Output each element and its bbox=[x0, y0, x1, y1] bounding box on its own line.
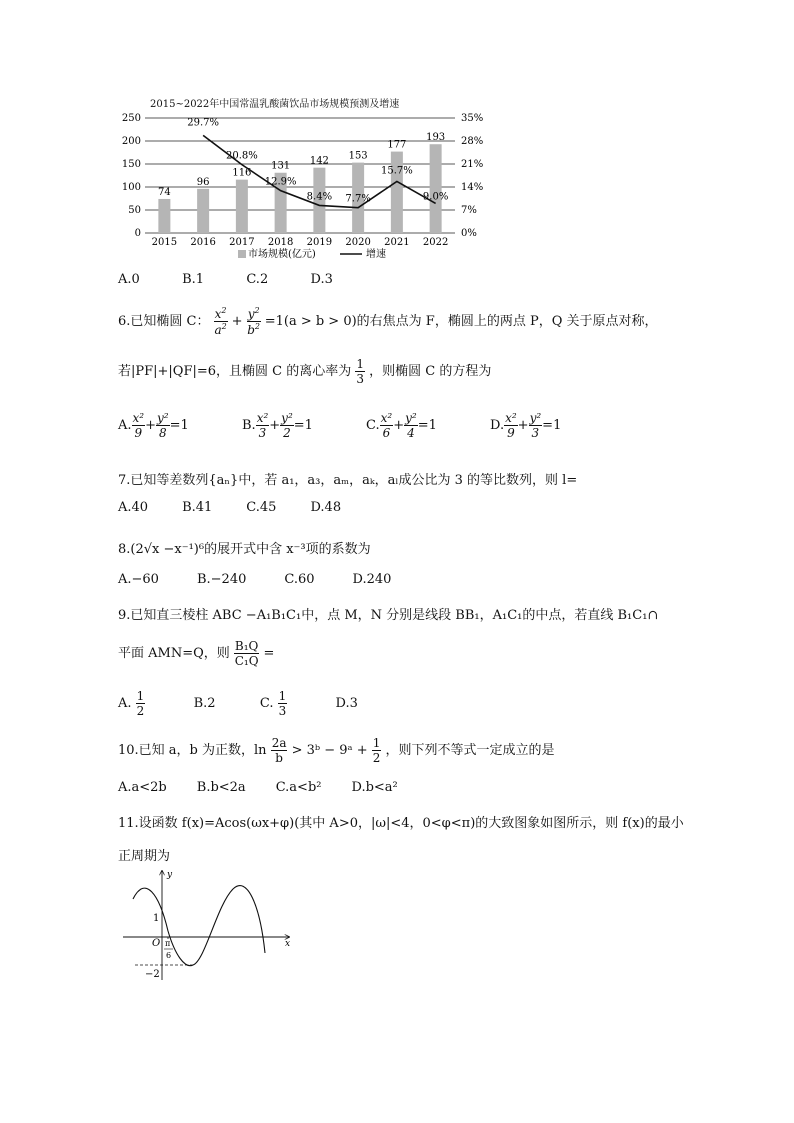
q5-option-c: C.2 bbox=[246, 272, 269, 287]
growth-label: 9.0% bbox=[422, 191, 449, 203]
q9-line1: 9.已知直三棱柱 ABC −A₁B₁C₁中，点 M，N 分别是线段 BB₁，A₁C₁的中点，若直线 B₁C₁∩ bbox=[118, 608, 659, 623]
bar bbox=[197, 189, 209, 233]
y-tick-label: 100 bbox=[121, 182, 141, 193]
y2-tick-label: 14% bbox=[461, 182, 484, 193]
q11-line2: 正周期为 bbox=[118, 849, 171, 864]
pi-label: π bbox=[165, 939, 171, 948]
bar-value-label: 193 bbox=[426, 132, 446, 144]
q5-option-d: D.3 bbox=[310, 272, 333, 287]
q9-line2: 平面 AMN=Q，则 $\frac{\text{B₁Q}}{\text{C₁Q}}$ = bbox=[118, 639, 275, 668]
bar-value-label: 153 bbox=[348, 150, 368, 162]
x-tick-label: 2018 bbox=[267, 237, 294, 248]
bar-value-label: 131 bbox=[271, 160, 291, 172]
legend-bar-label: 市场规模(亿元) bbox=[248, 249, 316, 260]
bar-value-label: 74 bbox=[158, 186, 171, 198]
q7-option-c: C.45 bbox=[246, 500, 277, 515]
six-label: 6 bbox=[166, 951, 172, 960]
growth-label: 29.7% bbox=[187, 117, 220, 129]
q9-option-a: A. bbox=[118, 696, 132, 711]
bar-value-label: 177 bbox=[387, 139, 407, 151]
q6-option-letter: C. bbox=[366, 418, 380, 433]
tick-label-1: 1 bbox=[153, 913, 160, 924]
bar bbox=[158, 199, 170, 233]
y2-tick-label: 7% bbox=[461, 205, 477, 216]
origin-label: O bbox=[152, 938, 161, 949]
q6-frac-y: $\frac{y^2}{b^2}$ bbox=[247, 306, 261, 337]
cosine-graph bbox=[115, 865, 295, 985]
q7-option-a: A.40 bbox=[118, 500, 149, 515]
q9-option-d: D.3 bbox=[335, 696, 358, 711]
q9-option-c: C. bbox=[259, 696, 274, 711]
q10-option-a: A.a<2b bbox=[118, 780, 167, 795]
q6-option-c: C. $\frac{\text{x²}}{6}$ + $\frac{\text{y²}}{4}$ =1 bbox=[366, 411, 437, 440]
q6-prefix: 6.已知椭圆 C： bbox=[118, 314, 210, 329]
tick-label-neg2: −2 bbox=[145, 969, 160, 980]
y-tick-label: 200 bbox=[121, 136, 141, 147]
q10-option-d: D.b<a² bbox=[351, 780, 398, 795]
y2-tick-label: 21% bbox=[461, 159, 484, 170]
x-tick-label: 2021 bbox=[384, 237, 410, 248]
growth-label: 12.9% bbox=[264, 176, 297, 188]
q11-line1: 11.设函数 f(x)=Acos(ωx+φ)(其中 A>0，|ω|<4，0<φ<π)的大致图象如图所示，则 f(x)的最小 bbox=[118, 816, 684, 831]
q7-option-d: D.48 bbox=[310, 500, 342, 515]
bar bbox=[430, 144, 442, 233]
chart-title: 2015~2022年中国常温乳酸菌饮品市场规模预测及增速 bbox=[150, 99, 400, 110]
q6-option-d: D. $\frac{\text{x²}}{9}$ + $\frac{\text{y²}}{3}$ =1 bbox=[490, 411, 562, 440]
growth-label: 20.8% bbox=[225, 150, 258, 162]
q6-option-letter: D. bbox=[490, 418, 505, 433]
legend-bar-swatch bbox=[238, 250, 246, 258]
q6-options bbox=[118, 412, 614, 439]
q10-stem-a: 10.已知 a，b 为正数，ln bbox=[118, 743, 267, 758]
x-tick-label: 2022 bbox=[422, 237, 449, 248]
q8-option-c: C.60 bbox=[284, 572, 315, 587]
q6-line2-b: ，则椭圆 C 的方程为 bbox=[369, 364, 492, 379]
q6-option-letter: A. bbox=[118, 418, 132, 433]
q8-option-a: A.−60 bbox=[118, 572, 159, 587]
q10-option-c: C.a<b² bbox=[275, 780, 322, 795]
legend-line-label: 增速 bbox=[366, 249, 386, 260]
x-tick-label: 2015 bbox=[151, 237, 178, 248]
bar-value-label: 142 bbox=[309, 155, 329, 167]
bar bbox=[391, 152, 403, 233]
q7-stem: 7.已知等差数列{aₙ}中，若 a₁，a₃，aₘ，aₖ，aₗ成公比为 3 的等比数列，则 l= bbox=[118, 473, 578, 488]
x-tick-label: 2017 bbox=[229, 237, 255, 248]
q10-stem: 10.已知 a，b 为正数，ln $\frac{2a}{b}$ > 3ᵇ − 9ᵃ + $\frac{1}{2}$ ，则下列不等式一定成立的是 bbox=[118, 736, 555, 765]
growth-label: 7.7% bbox=[345, 193, 371, 205]
q7-option-b: B.41 bbox=[182, 500, 213, 515]
y-tick-label: 250 bbox=[121, 113, 141, 124]
q6-stem: 6.已知椭圆 C： $\frac{x^2}{a^2}$ + $\frac{y^2}{b^2}$ =1(a > b > 0)的右焦点为 F，椭圆上的两点 P，Q 关于原点对称， bbox=[118, 306, 658, 337]
q10-stem-c: ，则下列不等式一定成立的是 bbox=[385, 743, 555, 758]
q6-eq-tail: =1(a > b > 0)的右焦点为 F，椭圆上的两点 P，Q 关于原点对称， bbox=[264, 314, 658, 329]
x-tick-label: 2016 bbox=[190, 237, 216, 248]
growth-label: 8.4% bbox=[306, 191, 333, 203]
q6-line2-a: 若|PF|+|QF|=6，且椭圆 C 的离心率为 bbox=[118, 364, 352, 379]
q6-eccentricity: $\frac{1}{3}$ bbox=[356, 357, 365, 386]
bar-value-label: 96 bbox=[196, 176, 210, 188]
x-tick-label: 2020 bbox=[345, 237, 371, 248]
y2-tick-label: 28% bbox=[461, 136, 484, 147]
q8-option-d: D.240 bbox=[352, 572, 392, 587]
q5-option-b: B.1 bbox=[182, 272, 205, 287]
bar-value-label: 116 bbox=[232, 167, 252, 179]
q5-option-a: A.0 bbox=[118, 272, 140, 287]
bar bbox=[236, 180, 248, 233]
q6-option-b: B. $\frac{\text{x²}}{3}$ + $\frac{\text{y²}}{2}$ =1 bbox=[242, 411, 313, 440]
q10-options bbox=[118, 780, 398, 795]
q7-options bbox=[118, 500, 341, 515]
q9-option-b: B.2 bbox=[193, 696, 216, 711]
y-tick-label: 150 bbox=[121, 159, 141, 170]
q8-stem: 8.(2√x −x⁻¹)⁶的展开式中含 x⁻³项的系数为 bbox=[118, 542, 371, 557]
q9-options: A. $\frac{1}{2}$ B.2 C. $\frac{1}{3}$ D.3 bbox=[118, 689, 358, 718]
x-tick-label: 2019 bbox=[306, 237, 333, 248]
y2-tick-label: 0% bbox=[461, 228, 477, 239]
q10-stem-b: > 3ᵇ − 9ᵃ + bbox=[291, 743, 368, 758]
q8-option-b: B.−240 bbox=[196, 572, 247, 587]
q5-options bbox=[118, 272, 333, 287]
q6-line2 bbox=[118, 358, 491, 385]
y-label: y bbox=[167, 870, 173, 880]
growth-label: 15.7% bbox=[380, 165, 413, 177]
y-tick-label: 50 bbox=[128, 205, 141, 216]
q8-options bbox=[118, 572, 391, 587]
q9-ratio: $\frac{\text{B₁Q}}{\text{C₁Q}}$ bbox=[234, 639, 259, 668]
q6-frac-x: $\frac{x^2}{a^2}$ bbox=[214, 306, 227, 337]
q6-option-a: A. $\frac{\text{x²}}{9}$ + $\frac{\text{y²}}{8}$ =1 bbox=[118, 411, 189, 440]
cosine-curve bbox=[133, 886, 265, 966]
x-label: x bbox=[285, 939, 291, 949]
q6-option-letter: B. bbox=[242, 418, 256, 433]
q10-option-b: B.b<2a bbox=[196, 780, 246, 795]
y-tick-label: 0 bbox=[134, 228, 141, 239]
y2-tick-label: 35% bbox=[461, 113, 484, 124]
bar-line-chart bbox=[100, 108, 500, 268]
q9-line2-text: 平面 AMN=Q，则 bbox=[118, 646, 230, 661]
